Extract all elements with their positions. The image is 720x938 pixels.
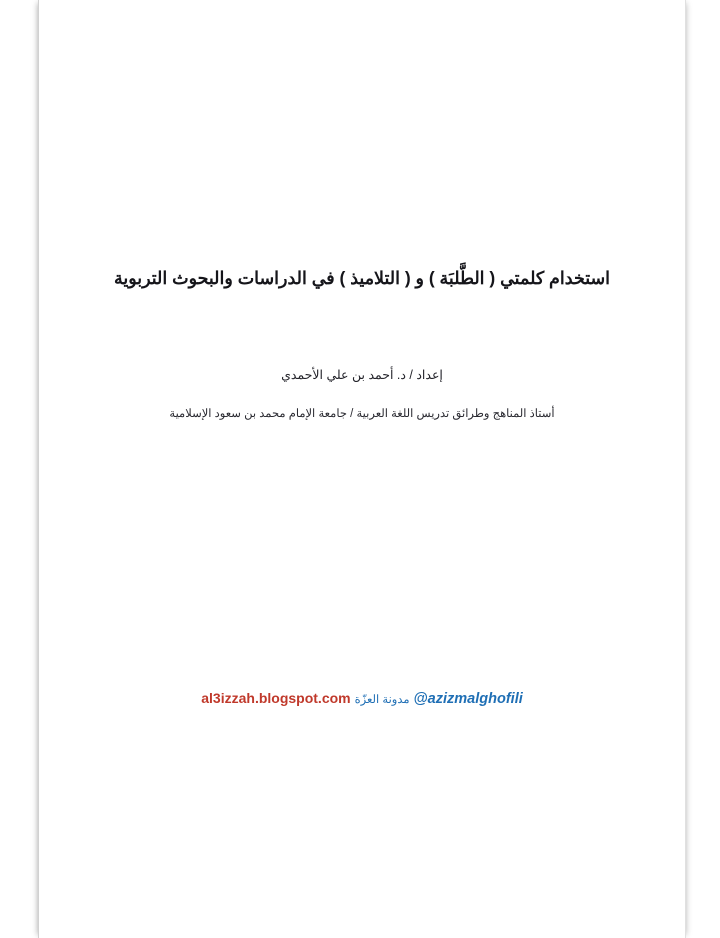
credit-footer (38, 690, 686, 707)
document-author: إعداد / د. أحمد بن علي الأحمدي (281, 368, 443, 382)
page-content (38, 0, 686, 938)
document-title: استخدام كلمتي ( الطَّلبَة ) و ( التلاميذ ) في الدراسات والبحوث التربوية (113, 268, 611, 288)
page-left-margin (0, 0, 38, 938)
page-right-margin (686, 0, 720, 938)
credit-blog-name: مدونة العزّة (354, 694, 410, 706)
credit-handle[interactable]: @azizmalghofili (413, 691, 523, 707)
document-affiliation: أستاذ المناهج وطرائق تدريس اللغة العربية / جامعة الإمام محمد بن سعود الإسلامية (169, 408, 555, 420)
document-page (38, 0, 686, 938)
credit-url[interactable]: al3izzah.blogspot.com (201, 690, 351, 706)
